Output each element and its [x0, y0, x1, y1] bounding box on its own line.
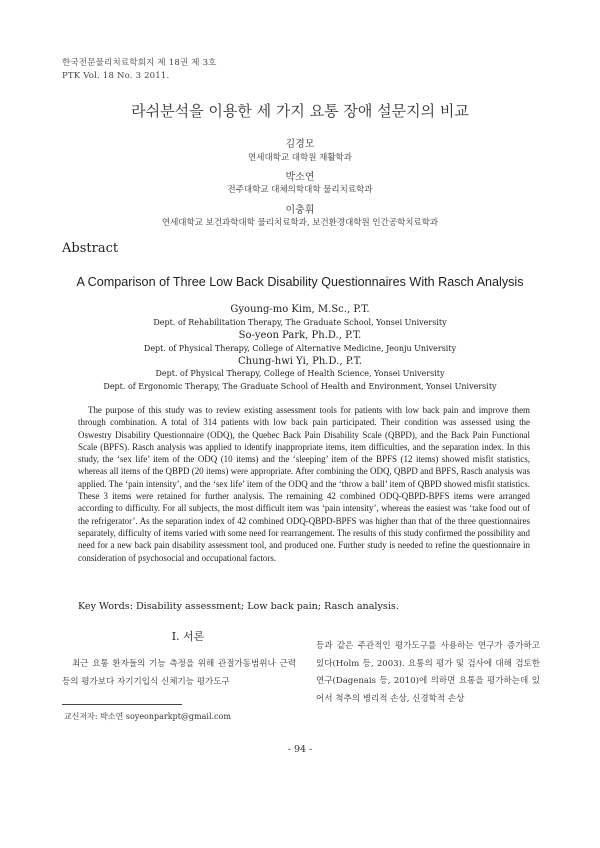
journal-header-korean: 한국전문물리치료학회지 제 18권 제 3호 — [62, 58, 217, 68]
footnote-divider — [62, 704, 182, 705]
english-author-affiliation: Dept. of Physical Therapy, College of Health Science, Yonsei University — [155, 369, 445, 378]
english-author-affiliation: Dept. of Ergonomic Therapy, The Graduate School of Health and Environment, Yonsei University — [103, 382, 497, 391]
english-title: A Comparison of Three Low Back Disability Questionnaires With Rasch Analysis — [76, 275, 524, 289]
section-heading-introduction: Ⅰ. 서론 — [171, 630, 205, 643]
keywords: Key Words: Disability assessment; Low back pain; Rasch analysis. — [78, 601, 399, 612]
korean-title: 라쉬분석을 이용한 세 가지 요통 장애 설문지의 비교 — [131, 102, 469, 120]
corresponding-author-footnote: 교신저자: 박소연 soyeonparkpt@gmail.com — [64, 712, 231, 721]
page-number: - 94 - — [287, 744, 313, 755]
journal-header-english: PTK Vol. 18 No. 3 2011. — [62, 71, 170, 81]
english-author-affiliation: Dept. of Physical Therapy, College of Alternative Medicine, Jeonju University — [143, 344, 457, 353]
english-author-name: So-yeon Park, Ph.D., P.T. — [238, 330, 362, 341]
korean-author-name: 김경모 — [285, 139, 315, 150]
body-text-right-column: 등과 같은 주관적인 평가도구를 사용하는 연구가 증가하고 있다(Holm 등, 2003). 요통의 평가 및 검사에 대해 검토한 연구(Dagenais 등, 2010)에 의하면 요통을 평가하는데 있어서 척추의 병리적 손상, 신경학적 손상 — [316, 641, 540, 704]
english-author-affiliation: Dept. of Rehabilitation Therapy, The Graduate School, Yonsei University — [153, 318, 447, 327]
korean-author-affiliation: 전주대학교 대체의학대학 물리치료학과 — [227, 185, 373, 195]
korean-author-affiliation: 연세대학교 대학원 재활학과 — [248, 153, 352, 163]
body-text-left-column: 최근 요통 환자들의 기능 측정을 위해 관절가동범위나 근력 등의 평가보다 자기기입식 신체기능 평가도구 — [62, 659, 296, 687]
korean-author-name: 박소연 — [285, 172, 315, 183]
english-author-name: Chung-hwi Yi, Ph.D., P.T. — [238, 356, 362, 367]
korean-author-name: 이충휘 — [285, 205, 315, 216]
korean-author-affiliation: 연세대학교 보건과학대학 물리치료학과, 보건환경대학원 인간공학치료학과 — [161, 218, 439, 228]
english-author-name: Gyoung-mo Kim, M.Sc., P.T. — [230, 304, 370, 315]
abstract-body: The purpose of this study was to review existing assessment tools for patients with low back pain and improve them through combination. A total of 314 patients with low back pain participated. Their condition was assessed using the Oswestry Disability Questionnaire (ODQ), the Quebec Back Pain Disability Scale (QBPD), and the Back Pain Functional Scale (BPFS). Rasch analysis was applied to identify inappropriate items, item difficulties, and the separation index. In this study, the ‘sex life’ item of the ODQ (10 items) and the ‘sleeping’ item of the BPFS (12 items) showed misfit statistics, whereas all items of the QBPD (20 items) were appropriate. After combining the ODQ, QBPD and BPFS, Rasch analysis was applied. The ‘pain intensity’, and the ‘sex life’ item of the ODQ and the ‘throw a ball’ item of QBPD showed misfit statistics. These 3 items were retained for further analysis. The remaining 42 combined ODQ-QBPD-BPFS items were arranged according to difficulty. For all subjects, the most difficult item was ‘pain intensity’, whereas the easiest was ‘take food out of the refrigerator’. As the separation index of 42 combined ODQ-QBPD-BPFS was higher than that of the three questionnaires separately, difficulty of items varied with some need for rearrangement. The results of this study confirmed the possibility and need for a new back pain disability assessment tool, and produced one. Further study is needed to refine the questionnaire in consideration of psychosocial and occupational factors. — [78, 405, 530, 563]
abstract-heading: Abstract — [62, 241, 119, 256]
